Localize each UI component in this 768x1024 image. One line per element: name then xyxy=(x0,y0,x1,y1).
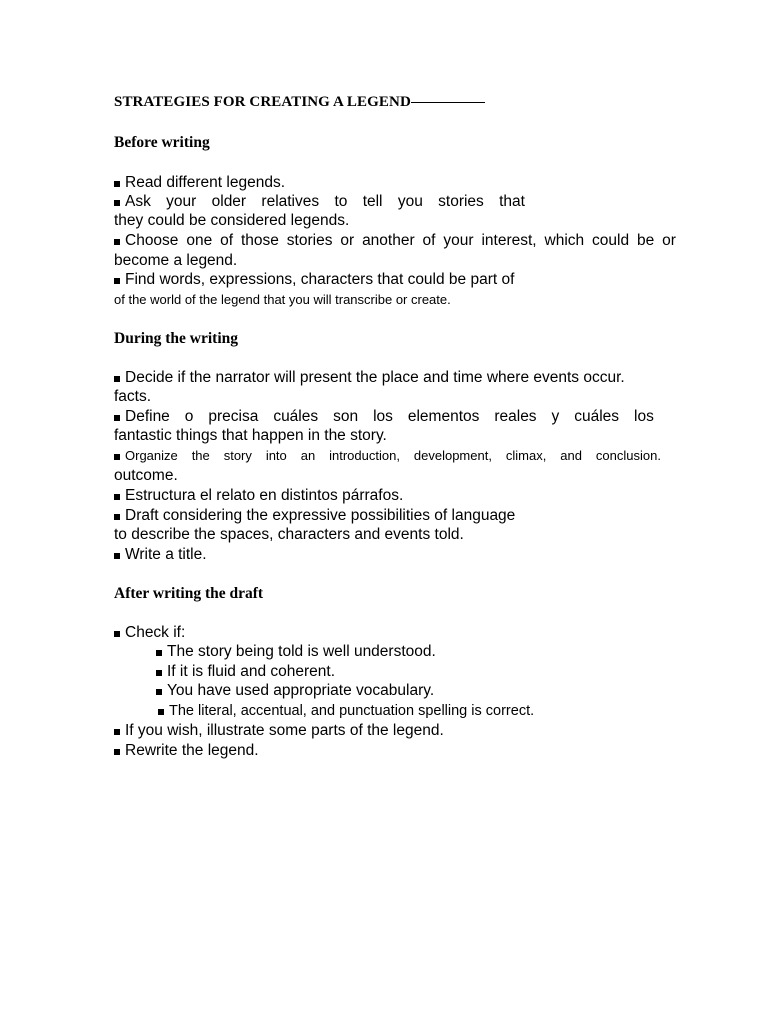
list-item: Decide if the narrator will present the place and time where events occur. xyxy=(114,369,625,387)
word: tell xyxy=(362,193,383,210)
list-item: Check if: xyxy=(114,624,185,642)
word: relatives xyxy=(261,193,320,210)
sub-list-item: You have used appropriate vocabulary. xyxy=(156,682,434,700)
list-item-continuation: outcome. xyxy=(114,467,178,484)
bullet-icon xyxy=(114,181,120,187)
word: stories xyxy=(438,193,484,210)
word: one xyxy=(186,232,213,249)
list-item-continuation: fantastic things that happen in the story. xyxy=(114,427,387,444)
word: into xyxy=(265,448,287,463)
list-item-continuation: of the world of the legend that you will transcribe or create. xyxy=(114,292,451,307)
word: cuáles xyxy=(273,408,319,425)
word: of xyxy=(220,232,234,249)
word: you xyxy=(397,193,423,210)
word: elementos xyxy=(407,408,480,425)
bullet-icon xyxy=(114,494,120,500)
list-item xyxy=(114,232,676,250)
sub-list-item: If it is fluid and coherent. xyxy=(156,663,335,681)
word: climax, xyxy=(505,448,547,463)
bullet-icon xyxy=(156,670,162,676)
bullet-icon xyxy=(114,514,120,520)
bullet-icon xyxy=(114,200,120,206)
heading-before-writing: Before writing xyxy=(114,134,210,151)
word: son xyxy=(333,408,359,425)
list-item-continuation: become a legend. xyxy=(114,252,238,269)
word: older xyxy=(211,193,247,210)
list-item xyxy=(114,447,661,465)
list-item: If you wish, illustrate some parts of the legend. xyxy=(114,722,444,740)
bullet-icon xyxy=(114,376,120,382)
bullet-icon xyxy=(114,631,120,637)
bullet-icon xyxy=(114,415,120,421)
word: los xyxy=(373,408,393,425)
list-item: Estructura el relato en distintos párrafos. xyxy=(114,487,403,505)
heading-after-writing: After writing the draft xyxy=(114,585,264,602)
word: Choose xyxy=(114,232,178,250)
word: that xyxy=(499,193,525,210)
word: which xyxy=(544,232,585,249)
list-item-continuation: to describe the spaces, characters and events told. xyxy=(114,526,464,543)
word: introduction, xyxy=(329,448,400,463)
word: be xyxy=(637,232,655,249)
list-item xyxy=(114,193,525,211)
word: your xyxy=(443,232,474,249)
list-item xyxy=(114,408,654,426)
word: reales xyxy=(494,408,537,425)
title-underline xyxy=(411,102,485,103)
bullet-icon xyxy=(158,709,164,715)
word: or xyxy=(662,232,676,249)
list-item: Write a title. xyxy=(114,546,207,564)
word: could xyxy=(592,232,630,249)
word: y xyxy=(551,408,560,425)
word: or xyxy=(340,232,355,249)
bullet-icon xyxy=(114,729,120,735)
bullet-icon xyxy=(114,278,120,284)
bullet-icon xyxy=(156,650,162,656)
word: stories xyxy=(286,232,333,249)
list-item-continuation: facts. xyxy=(114,388,152,405)
list-item: Draft considering the expressive possibilities of language xyxy=(114,507,515,525)
word: another xyxy=(362,232,415,249)
word: your xyxy=(166,193,197,210)
list-item: Read different legends. xyxy=(114,174,285,192)
bullet-icon xyxy=(156,689,162,695)
word: los xyxy=(634,408,654,425)
list-item: Find words, expressions, characters that could be part of xyxy=(114,271,514,289)
sub-list-item: The literal, accentual, and punctuation spelling is correct. xyxy=(158,702,534,720)
word: Organize xyxy=(114,447,178,465)
sub-list-item: The story being told is well understood. xyxy=(156,643,436,661)
bullet-icon xyxy=(114,239,120,245)
word: the xyxy=(191,448,210,463)
word: those xyxy=(240,232,279,249)
word: Define xyxy=(114,408,170,426)
heading-during-writing: During the writing xyxy=(114,330,238,347)
word: o xyxy=(184,408,194,425)
word: an xyxy=(300,448,316,463)
word: Ask xyxy=(114,193,151,211)
list-item-continuation: they could be considered legends. xyxy=(114,212,350,229)
word: to xyxy=(334,193,348,210)
word: story xyxy=(223,448,252,463)
list-item: Rewrite the legend. xyxy=(114,742,259,760)
bullet-icon xyxy=(114,749,120,755)
word: of xyxy=(422,232,436,249)
bullet-icon xyxy=(114,553,120,559)
word: interest, xyxy=(481,232,537,249)
word: development, xyxy=(413,448,492,463)
bullet-icon xyxy=(114,454,120,460)
word: conclusion. xyxy=(595,448,661,463)
word: and xyxy=(560,448,582,463)
document-title: STRATEGIES FOR CREATING A LEGEND xyxy=(114,94,485,111)
word: cuáles xyxy=(574,408,620,425)
word: precisa xyxy=(208,408,259,425)
